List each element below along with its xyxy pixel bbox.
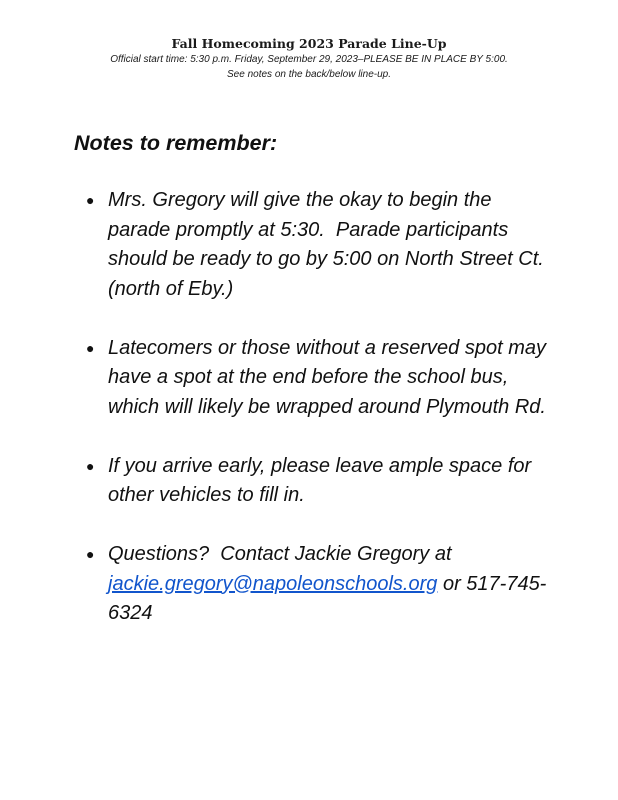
note-text: Latecomers or those without a reserved spot may have a spot at the end before the school bus, which will likely be wrapped around Plymouth Rd. [108,336,546,418]
note-text: If you arrive early, please leave ample space for other vehicles to fill in. [108,454,532,506]
note-item-questions [82,540,552,629]
note-item-start [82,186,552,304]
note-text-after: or 517-745-6324 [108,572,547,624]
note-item-latecomers [82,334,552,423]
document-header [0,36,618,82]
note-item-arrive-early [82,452,552,511]
notes-heading: Notes to remember: [74,131,278,155]
bullet-icon: ● [86,457,95,474]
bullet-icon: ● [86,192,95,208]
see-notes-notice: See notes on the back/below line-up. [227,69,391,80]
bullet-icon: ● [86,339,95,356]
note-text-before: Questions? Contact Jackie Gregory at [108,543,452,565]
start-time-notice: Official start time: 5:30 p.m. Friday, September 29, 2023–PLEASE BE IN PLACE BY 5:00. [110,54,508,65]
document-title: Fall Homecoming 2023 Parade Line-Up [171,36,447,51]
notes-list [82,186,552,629]
bullet-icon: ● [86,546,95,562]
contact-email-link[interactable]: jackie.gregory@napoleonschools.org [108,572,438,595]
note-text: Mrs. Gregory will give the okay to begin the parade promptly at 5:30. Parade participants should be ready to go by 5:00 on North Street Ct. (north of Eby.) [108,189,544,300]
